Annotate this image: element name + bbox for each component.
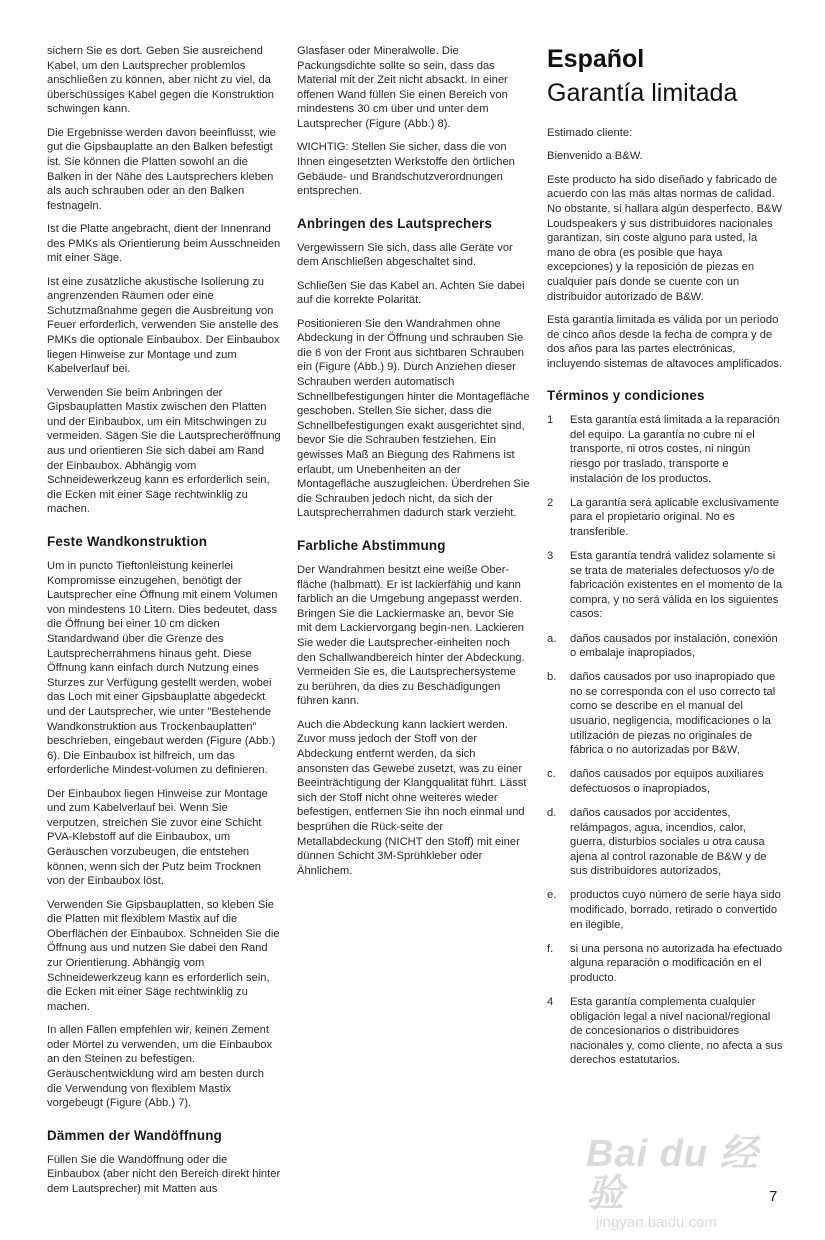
list-item — [547, 995, 783, 1068]
german-column-middle — [297, 44, 530, 887]
list-item — [547, 670, 783, 758]
spanish-warranty-column — [547, 44, 783, 1077]
list-item-text: Esta garantía tendrá validez solamente si se trata de materiales defectuosos y/o de fabricación existentes en el momento de la compra, y no será válida en los siguientes casos: — [570, 550, 783, 621]
paragraph: Positionieren Sie den Wandrahmen ohne Abdeckung in der Öffnung und schrauben Sie die 6 von der Front aus sichtbaren Schrauben ein (Figure (Abb.) 9). Durch Anziehen dieser Schrauben werden automatisch Schnellbefestigungen hinter die Montagefläche geschoben. Stellen Sie sicher, dass die Schnellbefestigungen exakt ausgerichtet sind, bevor Sie die Schrauben festziehen. Ein gewisses Maß an Biegung des Rahmens ist erlaubt, um Unebenheiten an der Montagefläche auszugleichen. Überdrehen Sie die Schrauben jedoch nicht, da sich der Lautsprecherrahmen dadurch stark verzieht. — [297, 317, 530, 520]
list-item — [547, 496, 783, 540]
list-item — [547, 942, 783, 986]
paragraph: Estimado cliente: — [547, 127, 633, 139]
list-item-number: d. — [547, 806, 557, 819]
paragraph: Füllen Sie die Wandöffnung oder die Einbaubox (aber nicht den Bereich direkt hinter dem Lautsprecher) mit Matten aus — [47, 1153, 281, 1195]
baidu-watermark — [586, 1133, 776, 1231]
list-item-number: f. — [547, 942, 554, 955]
language-heading: Español — [547, 45, 645, 73]
list-item-number: c. — [547, 768, 556, 781]
section-heading-feste-wandkonstruktion: Feste Wandkonstruktion — [47, 534, 208, 549]
list-item-number: 3 — [547, 550, 554, 563]
baidu-logo: Bai du 经验 — [586, 1133, 759, 1215]
list-item-text: Esta garantía está limitada a la reparación del equipo. La garantía no cubre ni el transporte, ni otros costes, ni ningún riesgo por traslado, transporte e instalación de los productos. — [570, 414, 780, 485]
list-item-text: daños causados por accidentes, relámpagos, agua, incendios, calor, guerra, disturbios sociales u otra causa ajena al control razonable de B&W y de sus distribuidores autorizados, — [570, 806, 767, 878]
paragraph: Esta garantía limitada es válida por un período de cinco años desde la fecha de compra y de dos años para las partes electrónicas, incluyendo sistemas de altavoces amplificados. — [547, 313, 783, 370]
list-item-text: daños causados por instalación, conexión o embalaje inapropiados, — [570, 632, 778, 660]
paragraph: Bienvenido a B&W. — [547, 150, 643, 163]
paragraph: Um in puncto Tieftonleistung keinerlei Kompromisse einzugehen, benötigt der Lautsprecher eine Öffnung mit einem Volumen von mindestens 10 Litern. Dies bedeutet, dass die Öffnung bei einer 10 cm dicken Standardwand über die Grenze des Lautsprecherrahmens hinaus geht. Diese Öffnung kann einfach durch Nutzung eines Sturzes zur Verfügung gestellt werden, wobei das Loch mit einer Gipsbauplatte abgedeckt und der Lautsprecher, wie unter "Bestehende Wandkonstruktion aus Trockenbauplatten" beschrieben, eingebaut werden (Figure (Abb.) 6). Die Einbaubox ist hilfreich, um das erforderliche Mindest-volumen zu definieren. — [47, 560, 278, 777]
paragraph: Der Einbaubox liegen Hinweise zur Montage und zum Kabelverlauf bei. Wenn Sie verputzen, streichen Sie zuvor eine Schicht PVA-Klebstoff auf die Einbaubox, um Geräuschen vorzubeugen, die entstehen können, wenn sich der Putz beim Trocknen von der Einbaubox löst. — [47, 787, 268, 888]
paragraph: Die Ergebnisse werden davon beeinflusst, wie gut die Gipsbauplatte an den Balken befestigt ist. Sie können die Platten sowohl an die Balken in der Nähe des Lautsprechers kleben als auch schrauben oder an den Balken festnageln. — [47, 126, 276, 212]
watermark-url: jingyan.baidu.com — [596, 1214, 717, 1231]
terms-list — [547, 413, 783, 1068]
paragraph: Schließen Sie das Kabel an. Achten Sie dabei auf die korrekte Polarität. — [297, 279, 525, 307]
section-heading-daemmen: Dämmen der Wandöffnung — [47, 1127, 222, 1143]
page-title: Garantía limitada — [547, 79, 738, 107]
german-column-left — [47, 44, 282, 1205]
section-heading-anbringen: Anbringen des Lautsprechers — [297, 215, 493, 231]
paragraph: Auch die Abdeckung kann lackiert werden. Zuvor muss jedoch der Stoff von der Abdeckung entfernt werden, da sich ansonsten das Gewebe zusetzt, was zu einer Beeinträchtigung der Klangqualität führt. Lässt sich der Stoff nicht ohne weiteres wieder befestigen, entfernen Sie ihn noch einmal und besprühen die Rück-seite der Metallabdeckung (NICHT den Stoff) mit einer dünnen Schicht 3M-Sprühkleber oder Ähnlichem. — [297, 718, 527, 877]
list-item-text: productos cuyo número de serie haya sido modificado, borrado, retirado o convertido en ilegible, — [570, 889, 781, 931]
list-item — [547, 632, 783, 661]
paragraph: Este producto ha sido diseñado y fabricado de acuerdo con las más altas normas de calidad. No obstante, si hallara algún desperfecto, B&W Loudspeakers y sus distribuidores nacionales garantizan, sin coste alguno para usted, la mano de obra (es posible que haya excepciones) y la reposición de piezas en cualquier país donde se cuente con un distribuidor autorizado de B&W. — [547, 173, 783, 303]
section-heading-terminos: Términos y condiciones — [547, 388, 705, 404]
paragraph: Verwenden Sie Gipsbauplatten, so kleben Sie die Platten mit flexiblem Mastix auf die Oberflächen der Einbaubox. Schneiden Sie die Öffnung aus und nutzen Sie dabei den Rand zur Orientierung. Abhängig vom Schneidewerkzeug kann es erforderlich sein, die Ecken mit einer Säge rechtwinklig zu machen. — [47, 898, 280, 1013]
list-item-text: daños causados por uso inapropiado que no se corresponda con el uso correcto tal como se describe en el manual del usuario, negligencia, modificaciones o la utilización de piezas no originales de fábrica o no autorizadas por B&W, — [570, 671, 776, 757]
section-heading-farbliche: Farbliche Abstimmung — [297, 538, 446, 554]
paragraph: sichern Sie es dort. Geben Sie ausreichend Kabel, um den Lautsprecher problemlos anschließen zu können, aber nicht zu viel, da überschüssiges Kabel gegen die Konstruktion schwingen kann. — [47, 45, 275, 116]
list-item-number: a. — [547, 632, 557, 645]
list-item-number: 2 — [547, 496, 554, 509]
list-item-text: La garantía será aplicable exclusivamente para el propietario original. No es transferible. — [570, 496, 779, 538]
paragraph: Ist eine zusätzliche akustische Isolierung zu angrenzenden Räumen oder eine Schutzmaßnahme gegen die Ausbreitung von Feuer erforderlich, verwenden Sie anstelle des PMKs die optionale Einbaubox. Der Einbaubox liegen Hinweise zur Montage und zum Kabelverlauf bei. — [47, 275, 280, 376]
paragraph: Verwenden Sie beim Anbringen der Gipsbauplatten Mastix zwischen den Platten und der Einbaubox, um ein Mitschwingen zu vermeiden. Sägen Sie die Lautsprecheröffnung aus und orientieren Sie sich dabei am Rand der Einbaubox. Abhängig vom Schneidewerkzeug kann es erforderlich sein, die Ecken mit einer Säge rechtwinklig zu machen. — [47, 386, 281, 516]
list-item — [547, 549, 783, 622]
list-item-number: 1 — [547, 414, 554, 427]
paragraph: Ist die Platte angebracht, dient der Innenrand des PMKs als Orientierung beim Ausschneiden mit einer Säge. — [47, 223, 281, 265]
paragraph: Glasfaser oder Mineralwolle. Die Packungsdichte sollte so sein, dass das Material mit der Zeit nicht absackt. In einer offenen Wand füllen Sie einen Bereich von mindestens 30 cm über und unter dem Lautsprecher (Figure (Abb.) 8). — [297, 45, 508, 130]
list-item — [547, 767, 783, 796]
list-item-number: 4 — [547, 995, 554, 1008]
page-number: 7 — [769, 1188, 778, 1205]
list-item-text: si una persona no autorizada ha efectuado alguna reparación o modificación en el producto. — [570, 942, 783, 984]
paragraph: WICHTIG: Stellen Sie sicher, dass die von Ihnen eingesetzten Werkstoffe den örtlichen Gebäude- und Brandschutzverordnungen entsprechen. — [297, 141, 515, 198]
list-item-number: e. — [547, 889, 557, 902]
paragraph: Der Wandrahmen besitzt eine weiße Ober-fläche (halbmatt). Er ist lackierfähig und kann farblich an die Umgebung angepasst werden. Bringen Sie die Lackiermaske an, bevor Sie mit dem Lackiervorgang begin-nen. Lackieren Sie weder die Lautsprecher-einheiten noch den Schallwandbereich hinter der Abdeckung. Vermeiden Sie es, die Lautsprechersysteme zu berühren, da dies zu Beschädigungen führen kann. — [297, 564, 525, 708]
paragraph: In allen Fällen empfehlen wir, keinen Zement oder Mörtel zu verwenden, um die Einbaubox an den Steinen zu befestigen. Geräuschentwicklung wird am besten durch die Verwendung von flexiblem Mastix vorgebeugt (Figure (Abb.) 7). — [47, 1024, 273, 1110]
list-item — [547, 806, 783, 879]
list-item-number: b. — [547, 671, 557, 684]
list-item — [547, 888, 783, 932]
list-item-text: Esta garantía complementa cualquier obligación legal a nivel nacional/regional de concesionarios o distribuidores nacionales y, como cliente, no afecta a sus derechos estatutarios. — [570, 995, 783, 1067]
paragraph: Vergewissern Sie sich, dass alle Geräte vor dem Anschließen abgeschaltet sind. — [297, 241, 513, 269]
list-item-text: daños causados por equipos auxiliares defectuosos o inapropiados, — [570, 768, 764, 795]
list-item — [547, 413, 783, 486]
